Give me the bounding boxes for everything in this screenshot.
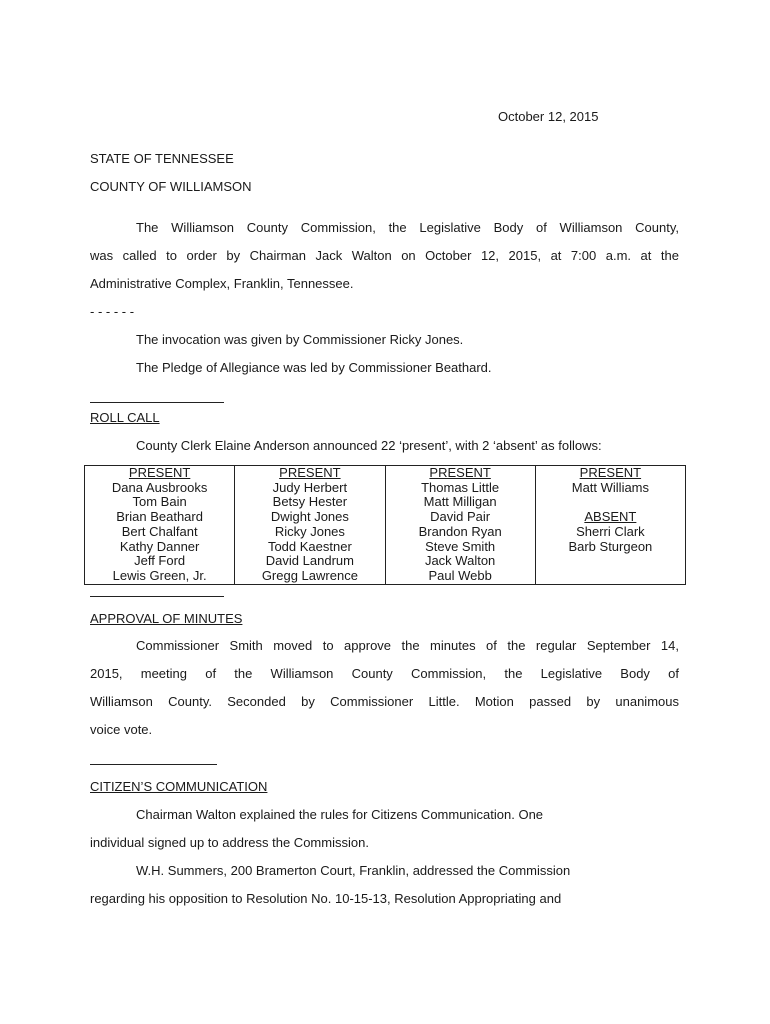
section-divider — [90, 764, 217, 765]
opening-paragraph — [90, 214, 679, 382]
table-row — [85, 540, 686, 555]
table-cell: PRESENT — [535, 466, 685, 481]
table-cell: David Landrum — [235, 554, 385, 569]
table-cell: Tom Bain — [85, 495, 235, 510]
table-cell: Dana Ausbrooks — [85, 481, 235, 496]
table-cell: Brian Beathard — [85, 510, 235, 525]
document-date: October 12, 2015 — [498, 109, 599, 124]
table-cell — [535, 569, 685, 584]
approval-line-1: Commissioner Smith moved to approve the minutes of the regular September 14, — [136, 638, 679, 653]
table-cell: David Pair — [385, 510, 535, 525]
citizens-line-4: regarding his opposition to Resolution No. 10-15-13, Resolution Appropriating and — [90, 891, 562, 906]
table-cell: Gregg Lawrence — [235, 569, 385, 584]
table-cell: Steve Smith — [385, 540, 535, 555]
opening-line-2: was called to order by Chairman Jack Walton on October 12, 2015, at 7:00 a.m. at the — [90, 248, 679, 263]
table-cell: Lewis Green, Jr. — [85, 569, 235, 584]
table-cell: Kathy Danner — [85, 540, 235, 555]
table-row — [85, 554, 686, 569]
table-cell — [535, 495, 685, 510]
county-heading: COUNTY OF WILLIAMSON — [90, 179, 252, 194]
approval-paragraph — [90, 632, 679, 744]
section-divider — [90, 402, 224, 403]
table-cell: ABSENT — [535, 510, 685, 525]
table-row — [85, 495, 686, 510]
table-cell: Matt Milligan — [385, 495, 535, 510]
invocation-line: The invocation was given by Commissioner Ricky Jones. — [136, 332, 464, 347]
opening-line-3: Administrative Complex, Franklin, Tennessee. — [90, 276, 354, 291]
section-divider — [90, 596, 224, 597]
table-row — [85, 510, 686, 525]
table-cell: Bert Chalfant — [85, 525, 235, 540]
table-row — [85, 466, 686, 481]
table-row — [85, 481, 686, 496]
table-cell: Judy Herbert — [235, 481, 385, 496]
approval-line-3: Williamson County. Seconded by Commissioner Little. Motion passed by unanimous — [90, 694, 679, 709]
citizens-line-3: W.H. Summers, 200 Bramerton Court, Franklin, addressed the Commission — [136, 863, 571, 878]
approval-heading: APPROVAL OF MINUTES — [90, 611, 243, 626]
approval-line-2: 2015, meeting of the Williamson County Commission, the Legislative Body of — [90, 666, 679, 681]
citizens-heading: CITIZEN’S COMMUNICATION — [90, 779, 268, 794]
table-cell: PRESENT — [85, 466, 235, 481]
table-cell: Ricky Jones — [235, 525, 385, 540]
table-row — [85, 569, 686, 584]
state-heading: STATE OF TENNESSEE — [90, 151, 234, 166]
pledge-line: The Pledge of Allegiance was led by Commissioner Beathard. — [136, 360, 492, 375]
opening-line-1: The Williamson County Commission, the Legislative Body of Williamson County, — [136, 220, 679, 235]
table-row — [85, 525, 686, 540]
table-cell: Sherri Clark — [535, 525, 685, 540]
table-cell: Todd Kaestner — [235, 540, 385, 555]
table-cell: Brandon Ryan — [385, 525, 535, 540]
table-cell: Betsy Hester — [235, 495, 385, 510]
roll-call-table — [84, 465, 686, 585]
table-cell — [535, 554, 685, 569]
table-cell: Jack Walton — [385, 554, 535, 569]
table-cell: Barb Sturgeon — [535, 540, 685, 555]
citizens-paragraph — [90, 801, 679, 913]
citizens-line-2: individual signed up to address the Commission. — [90, 835, 369, 850]
table-cell: PRESENT — [235, 466, 385, 481]
approval-line-4: voice vote. — [90, 722, 153, 737]
table-cell: PRESENT — [385, 466, 535, 481]
table-cell: Paul Webb — [385, 569, 535, 584]
roll-call-heading: ROLL CALL — [90, 410, 160, 425]
roll-call-intro: County Clerk Elaine Anderson announced 22 ‘present’, with 2 ‘absent’ as follows: — [136, 438, 602, 453]
table-cell: Jeff Ford — [85, 554, 235, 569]
table-cell: Thomas Little — [385, 481, 535, 496]
citizens-line-1: Chairman Walton explained the rules for Citizens Communication. One — [136, 807, 544, 822]
table-cell: Dwight Jones — [235, 510, 385, 525]
separator-dashes: - - - - - - — [90, 304, 135, 319]
table-cell: Matt Williams — [535, 481, 685, 496]
